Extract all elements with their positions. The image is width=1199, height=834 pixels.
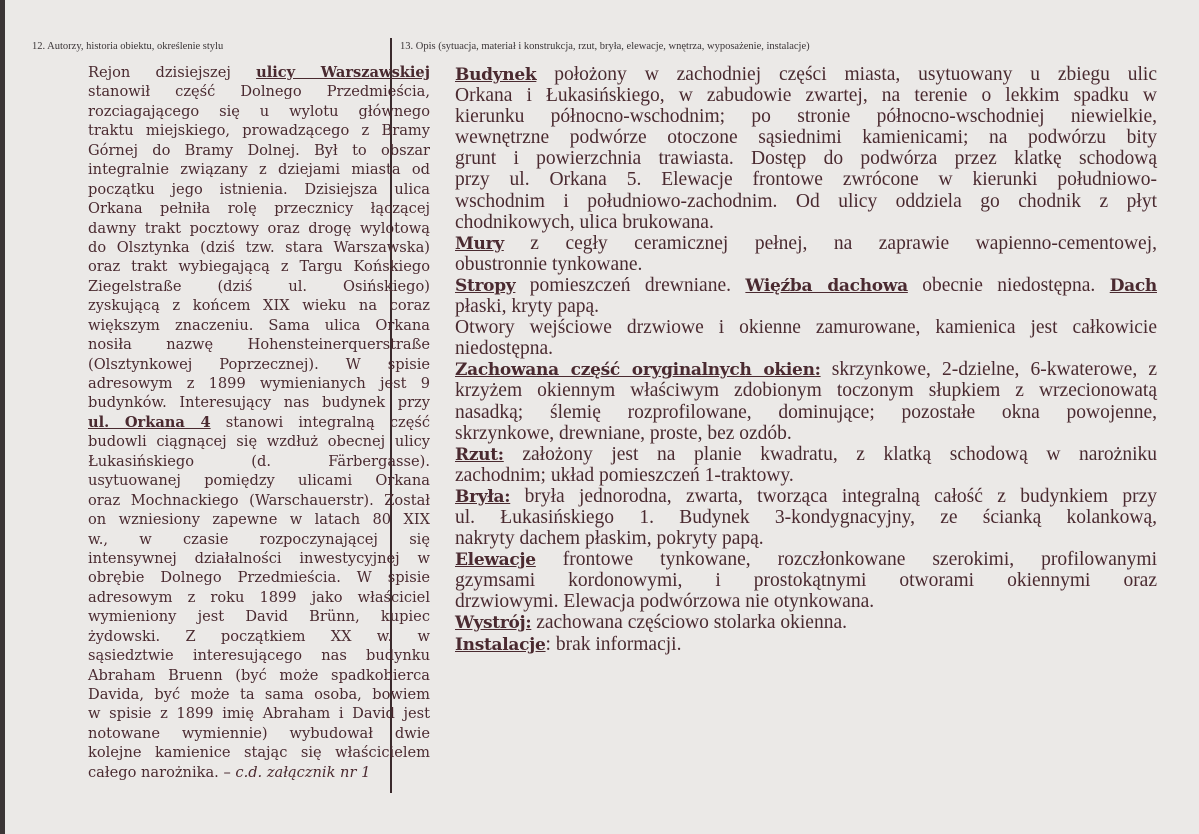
text-line [455,612,1157,633]
text-line [455,169,1157,190]
text-segment: stanowił część Dolnego Przedmieścia, [88,83,430,101]
text-line [88,568,430,587]
text-line [88,180,430,199]
text-segment: wymieniony jest David Brünn, kupiec [88,608,430,626]
text-line [88,355,430,374]
text-line [88,413,430,432]
section-keyword: Stropy [455,275,516,296]
text-segment: krzyżem okiennym właściwym zdobionym toczonym słupkiem z wrzecionowatą [455,380,1157,402]
text-line [455,507,1157,528]
text-segment: grunt i powierzchnia trawiasta. Dostęp do podwórza przez klatkę schodową [455,148,1157,170]
text-segment: integralnie związany z dziejami miasta od [88,161,430,179]
text-line [88,121,430,140]
text-segment: sąsiedztwie interesującego nas budynku [88,647,430,665]
text-line [88,374,430,393]
text-line [88,432,430,451]
text-segment: przy ul. Orkana 5. Elewacje frontowe zwrócone w kierunki południowo- [455,169,1157,191]
text-line [455,106,1157,127]
text-segment: początku jego istnienia. Dzisiejsza ulica [88,180,430,198]
text-segment: założony jest na planie kwadratu, z klatką schodową w narożniku [503,443,1157,465]
description-text-column [455,64,1157,655]
text-line [455,338,1157,359]
text-segment: płaski, kryty papą. [455,296,600,318]
text-segment: adresowym z 1899 wymienianych jest 9 [88,375,430,392]
text-segment: pomieszczeń drewniane. [515,274,746,296]
text-line [455,254,1157,275]
text-line [88,63,430,82]
text-segment: Orkana i Łukasińskiego, w zabudowie zwartej, na terenie o lekkim spadku w [455,85,1157,107]
text-line [455,380,1157,401]
text-line [455,570,1157,591]
section-12-heading: 12. Autorzy, historia obiektu, określenie stylu [32,41,224,52]
section-keyword: ulicy Warszawskiej [256,64,430,81]
text-segment: intensywnej działalności inwestycyjnej w [88,549,430,567]
text-segment: budynków. Interesujący nas budynek przy [88,394,430,412]
section-keyword: Mury [455,233,504,254]
text-segment: nakryty dachem płaskim, pokryty papą. [455,528,764,550]
section-keyword: Elewacje [455,550,536,571]
text-segment: skrzynkowe, 2-dzielne, 6-kwaterowe, z [820,359,1157,381]
text-line [88,141,430,160]
text-segment: wewnętrzne podwórze otoczone sąsiednimi kamienicami; na podwórzu bity [455,127,1157,149]
text-segment: drzwiowymi. Elewacja podwórzowa nie otynkowana. [455,591,875,613]
text-line [88,666,430,685]
text-line [88,238,430,257]
text-line [88,471,430,490]
text-segment: dawny trakt pocztowy oraz drogę wylotową [88,219,430,237]
text-line [455,444,1157,465]
appendix-reference: c.d. załącznik nr 1 [235,763,371,781]
text-segment: Orkana pełniła rolę przecznicy łączącej [88,200,430,218]
text-segment: Rejon dzisiejszej [88,64,257,81]
text-segment: traktu miejskiego, prowadzącego z Bramy [88,122,430,140]
text-segment: : brak informacji. [545,633,682,655]
section-13-heading: 13. Opis (sytuacja, materiał i konstrukcja, rzut, bryła, elewacje, wnętrza, wyposażenie, instalacje) [400,41,810,52]
text-segment: gzymsami kordonowymi, i prostokątnymi otworami okiennymi oraz [455,570,1157,592]
section-keyword: Instalacje [455,634,546,655]
section-keyword: Dach [1109,275,1157,296]
text-segment: obrębie Dolnego Przedmieścia. W spisie [88,569,430,587]
text-line [88,510,430,529]
text-segment: Górnej do Bramy Dolnej. Był to obszar [88,141,430,159]
text-line [455,64,1157,85]
text-segment: z cegły ceramicznej pełnej, na zaprawie wapienno-cementowej, [503,232,1157,254]
text-segment: Abraham Bruenn (być może spadkobierca [88,666,430,684]
text-line [455,465,1157,486]
text-segment: nasadką; ślemię rozprofilowane, dominujące; pozostałe okna powojenne, [455,401,1157,423]
text-line [88,491,430,510]
text-line [88,763,430,782]
text-line [455,296,1157,317]
text-segment: notowane wymiennie) wybudował dwie [88,724,430,742]
text-segment: Łukasińskiego (d. Färbergasse). [88,452,430,470]
text-segment: adresowym z roku 1899 jako właściciel [88,588,430,606]
text-segment: obustronnie tynkowane. [455,253,643,275]
text-segment: frontowe tynkowane, rozczłonkowane szerokimi, profilowanymi [535,549,1157,571]
text-line [88,335,430,354]
text-segment: zachodnim; układ pomieszczeń 1-traktowy. [455,464,794,486]
text-line [88,452,430,471]
text-line [88,724,430,743]
text-line [88,257,430,276]
text-segment: chodnikowych, ulica brukowana. [455,211,714,233]
text-line [88,685,430,704]
text-segment: w., w czasie rozpoczynającej się [88,530,430,548]
text-segment: (Olsztynkowej Poprzecznej). W spisie [88,355,430,373]
text-segment: zyskującą z końcem XIX wieku na coraz [88,297,430,315]
text-line [88,296,430,315]
text-line [455,402,1157,423]
text-segment: rozciagającego się u wylotu głównego [88,102,430,120]
text-line [88,646,430,665]
text-line [455,212,1157,233]
text-segment: skrzynkowe, drewniane, proste, bez ozdób. [455,422,792,444]
text-line [455,233,1157,254]
text-line [455,191,1157,212]
text-line [455,423,1157,444]
section-keyword: Wystrój: [455,613,532,634]
section-keyword: Zachowana część oryginalnych okien: [455,360,821,381]
text-line [455,85,1157,106]
text-line [455,275,1157,296]
history-text-column [88,63,430,782]
text-segment: oraz Mochnackiego (Warschauerstr). Został [88,491,430,509]
text-line [88,607,430,626]
text-segment: Ziegelstraße (dziś ul. Osińskiego) [88,277,430,295]
text-segment: obecnie niedostępna. [907,274,1110,296]
section-keyword: ul. Orkana 4 [88,413,211,431]
text-line [88,743,430,762]
text-line [88,588,430,607]
text-line [88,316,430,335]
text-segment: Otwory wejściowe drzwiowe i okienne zamurowane, kamienica jest całkowicie [455,317,1157,339]
text-line [88,627,430,646]
text-line [455,148,1157,169]
text-line [88,219,430,238]
text-line [455,634,1157,655]
text-line [455,127,1157,148]
text-line [455,549,1157,570]
text-segment: kolejne kamienice stając się właścicielem [88,744,430,762]
section-keyword: Więźba dachowa [745,275,908,296]
text-line [88,277,430,296]
text-segment: on wzniesiony zapewne w latach 80 XIX [88,511,430,529]
text-segment: zachowana częściowo stolarka okienna. [531,612,847,634]
text-segment: Davida, być może ta sama osoba, bowiem [88,686,430,703]
text-segment: w spisie z 1899 imię Abraham i David jest [88,705,430,723]
text-segment: położony w zachodniej części miasta, usytuowany u zbiegu ulic [536,64,1157,85]
text-segment: usytuowanej pomiędzy ulicami Orkana [88,472,430,490]
text-line [88,530,430,549]
text-line [88,704,430,723]
text-line [455,317,1157,338]
text-segment: większym znaczeniu. Sama ulica Orkana [88,316,430,334]
text-segment: całego narożnika. – [88,763,236,781]
text-line [88,82,430,101]
text-line [455,528,1157,549]
text-segment: budowli ciągnącej się wzdłuż obecnej ulicy [88,433,430,451]
text-line [88,199,430,218]
section-keyword: Budynek [455,65,537,85]
text-line [88,160,430,179]
text-segment: nosiła nazwę Hohensteinerquerstraße [88,336,430,354]
text-segment: wschodnim i południowo-zachodnim. Od ulicy oddziela go chodnik z płyt [455,190,1157,212]
text-segment: niedostępna. [455,338,554,360]
text-segment: żydowski. Z początkiem XX w. w [88,627,430,645]
text-line [455,591,1157,612]
section-keyword: Rzut: [455,444,504,465]
section-keyword: Bryła: [455,486,511,507]
text-line [88,549,430,568]
text-line [455,359,1157,380]
text-segment: stanowi integralną część [210,413,430,431]
text-segment: kierunku północno-wschodnim; po stronie północno-wschodniej niewielkie, [455,106,1157,128]
text-segment: bryła jednorodna, zwarta, tworząca integralną całość z budynkiem przy [510,485,1157,507]
scan-edge [0,0,5,834]
text-line [88,102,430,121]
text-line [88,393,430,412]
text-segment: ul. Łukasińskiego 1. Budynek 3-kondygnacyjny, ze ścianką kolankową, [455,506,1157,528]
text-line [455,486,1157,507]
text-segment: oraz trakt wybiegającą z Targu Końskiego [88,258,430,276]
text-segment: do Olsztynka (dziś tzw. stara Warszawska) [88,238,430,256]
